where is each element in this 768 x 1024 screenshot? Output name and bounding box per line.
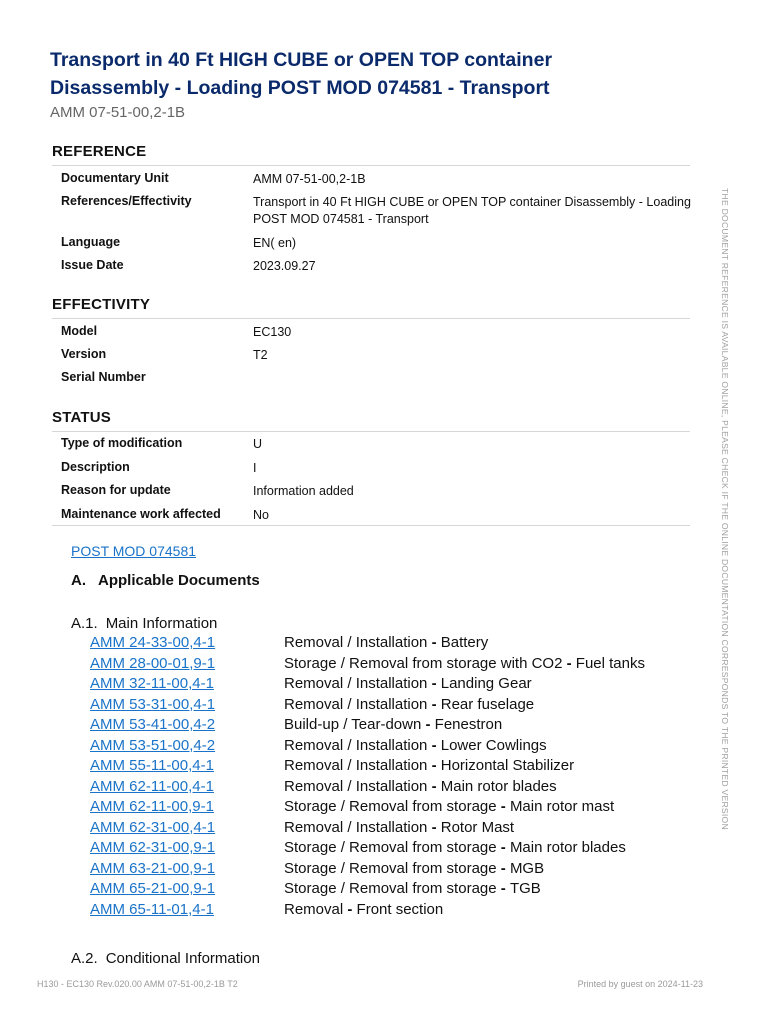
row-value: Information added (253, 484, 354, 498)
list-item (90, 696, 690, 717)
row-value: EC130 (253, 325, 292, 339)
document-link[interactable]: AMM 53-51-00,4-2 (90, 736, 216, 754)
document-link[interactable]: AMM 65-21-00,9-1 (90, 880, 216, 897)
row-label: Language (61, 235, 121, 249)
section-a2-title: Conditional Information (105, 950, 260, 967)
list-item (90, 901, 690, 922)
row-value: 2023.09.27 (253, 259, 316, 273)
section-a1-title: Main Information (105, 615, 218, 632)
row-label: Description (61, 460, 130, 474)
list-item (90, 778, 690, 799)
section-a1-number: A.1. (71, 615, 98, 632)
footer-print-info: Printed by guest on 2024-11-23 (577, 979, 703, 989)
list-item (90, 880, 690, 901)
document-link[interactable]: AMM 55-11-00,4-1 (90, 757, 214, 774)
document-description: Removal / Installation - Main rotor blades (284, 777, 557, 795)
document-link[interactable]: AMM 62-11-00,4-1 (90, 777, 214, 795)
status-heading: STATUS (52, 409, 111, 426)
list-item (90, 737, 690, 758)
section-a1-heading (71, 615, 217, 632)
effectivity-heading: EFFECTIVITY (52, 296, 151, 313)
document-description: Removal - Front section (284, 900, 444, 918)
row-value: No (253, 508, 269, 522)
status-divider-bottom (52, 525, 690, 526)
document-description: Build-up / Tear-down - Fenestron (284, 716, 503, 733)
reference-heading: REFERENCE (52, 143, 147, 160)
post-mod-link[interactable]: POST MOD 074581 (71, 543, 197, 559)
document-description: Storage / Removal from storage - TGB (284, 880, 541, 897)
reference-divider (52, 165, 690, 166)
effectivity-divider (52, 318, 690, 319)
row-value: I (253, 461, 257, 475)
row-label: Reason for update (61, 483, 171, 497)
row-label: Model (61, 324, 98, 338)
document-description: Storage / Removal from storage - Main rotor mast (284, 798, 615, 815)
list-item (90, 839, 690, 860)
section-a2-heading (71, 950, 260, 967)
document-description: Storage / Removal from storage - MGB (284, 859, 545, 877)
row-label: Type of modification (61, 436, 183, 450)
row-label: Serial Number (61, 370, 146, 384)
row-label: Documentary Unit (61, 171, 169, 185)
page-title (50, 46, 710, 102)
row-value: T2 (253, 348, 268, 362)
list-item (90, 634, 690, 655)
document-description: Removal / Installation - Battery (284, 634, 489, 651)
document-code: AMM 07-51-00,2-1B (50, 104, 186, 121)
document-link[interactable]: AMM 28-00-01,9-1 (90, 654, 216, 672)
list-item (90, 716, 690, 737)
row-label: Issue Date (61, 258, 124, 272)
document-description: Storage / Removal from storage - Main rotor blades (284, 839, 626, 856)
online-version-notice: THE DOCUMENT REFERENCE IS AVAILABLE ONLINE, PLEASE CHECK IF THE ONLINE DOCUMENTATION CORRESPONDS TO THE PRINTED VERSION (720, 188, 730, 830)
page-title-line-2: Disassembly - Loading POST MOD 074581 - Transport (50, 77, 550, 99)
document-link[interactable]: AMM 62-31-00,4-1 (90, 818, 216, 836)
document-link[interactable]: AMM 62-11-00,9-1 (90, 798, 214, 815)
applicable-documents-list (90, 634, 690, 921)
document-description: Removal / Installation - Rotor Mast (284, 818, 515, 836)
document-description: Removal / Installation - Rear fuselage (284, 695, 535, 713)
document-link[interactable]: AMM 24-33-00,4-1 (90, 634, 216, 651)
list-item (90, 860, 690, 881)
row-value: EN( en) (253, 236, 297, 250)
row-label: References/Effectivity (61, 194, 192, 208)
row-value: AMM 07-51-00,2-1B (253, 172, 366, 186)
document-link[interactable]: AMM 32-11-00,4-1 (90, 675, 214, 692)
list-item (90, 675, 690, 696)
footer-document-info: H130 - EC130 Rev.020.00 AMM 07-51-00,2-1B T2 (37, 979, 238, 989)
document-description: Storage / Removal from storage with CO2 - Fuel tanks (284, 654, 645, 672)
list-item (90, 819, 690, 840)
row-label: Maintenance work affected (61, 507, 221, 521)
list-item (90, 798, 690, 819)
document-description: Removal / Installation - Horizontal Stabilizer (284, 757, 575, 774)
document-link[interactable]: AMM 53-41-00,4-2 (90, 716, 216, 733)
section-a-title: Applicable Documents (98, 572, 260, 589)
section-a-number: A. (71, 572, 86, 589)
section-a-heading (71, 572, 260, 589)
row-value: Transport in 40 Ft HIGH CUBE or OPEN TOP container Disassembly - Loading POST MOD 074581 - Transport (253, 195, 691, 226)
document-link[interactable]: AMM 65-11-01,4-1 (90, 900, 214, 918)
page-title-line-1: Transport in 40 Ft HIGH CUBE or OPEN TOP container (50, 49, 553, 71)
row-label: Version (61, 347, 107, 361)
document-description: Removal / Installation - Landing Gear (284, 675, 532, 692)
list-item (90, 655, 690, 676)
document-description: Removal / Installation - Lower Cowlings (284, 736, 547, 754)
document-link[interactable]: AMM 62-31-00,9-1 (90, 839, 216, 856)
row-value: U (253, 437, 263, 451)
status-divider-top (52, 431, 690, 432)
document-link[interactable]: AMM 53-31-00,4-1 (90, 695, 216, 713)
document-link[interactable]: AMM 63-21-00,9-1 (90, 859, 216, 877)
list-item (90, 757, 690, 778)
section-a2-number: A.2. (71, 950, 98, 967)
